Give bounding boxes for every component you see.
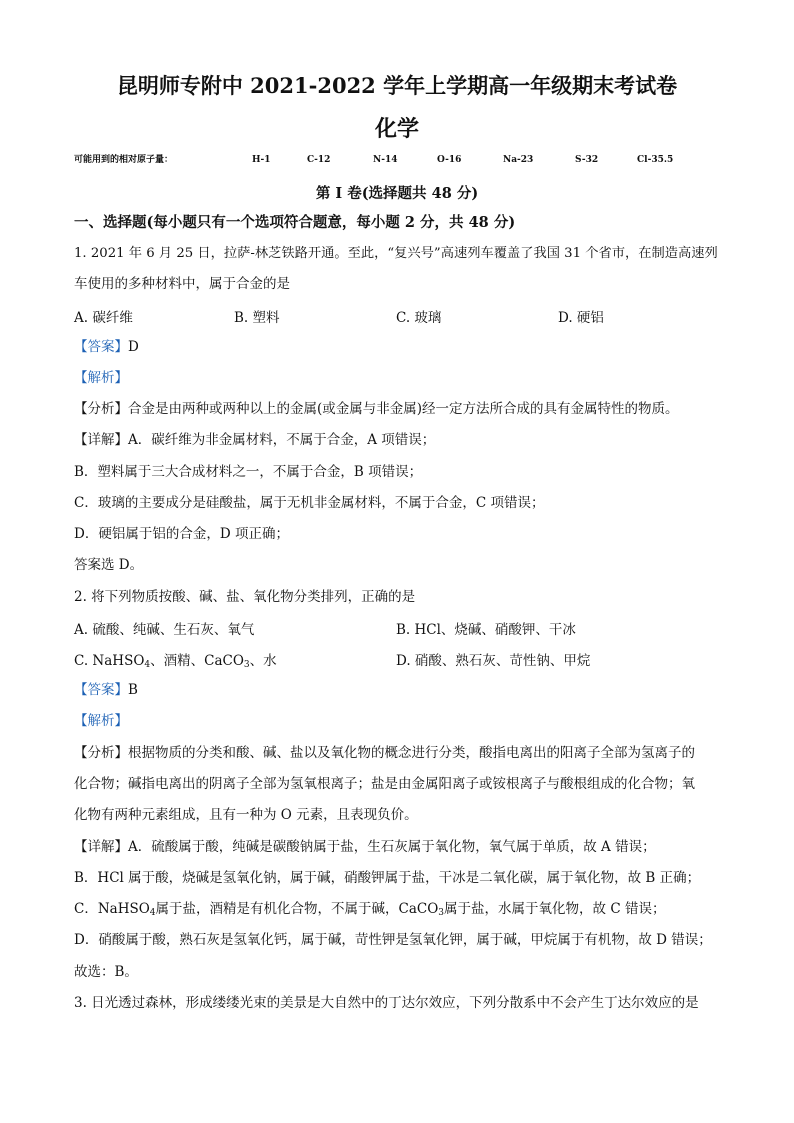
q1-detail-d: D．硬铝属于铝的合金，D 项正确； (74, 526, 289, 542)
q2-option-c-mid: 、酒精、CaCO (150, 653, 244, 669)
q2-detail-c-sub2: 3 (438, 908, 445, 918)
q1-detail-c: C．玻璃的主要成分是硅酸盐，属于无机非金属材料，不属于合金，C 项错误； (74, 495, 545, 511)
q2-option-c-post: 、水 (249, 653, 277, 669)
analysis-tag: 【解析】 (74, 713, 128, 729)
detail-tag: 【详解】 (74, 839, 128, 855)
q2-detail-c-post: 属于盐，水属于氧化物，故 C 错误； (444, 901, 666, 917)
atomic-mass-cl: Cl-35.5 (637, 155, 674, 165)
q1-analysis-tag (74, 368, 128, 388)
q1-detail-a (74, 430, 435, 450)
q2-option-b: B. HCl、烧碱、硝酸钾、干冰 (396, 622, 576, 638)
q2-option-c (74, 649, 277, 670)
section-heading: 一、选择题(每小题只有一个选项符合题意，每小题 2 分，共 48 分) (74, 214, 516, 231)
atomic-mass-h: H-1 (252, 155, 271, 165)
q2-detail-a (74, 837, 656, 857)
q2-detail-c-mid: 属于盐，酒精是有机化合物，不属于碱，CaCO (155, 901, 439, 917)
atomic-mass-s: S-32 (575, 155, 599, 165)
fenxi-tag: 【分析】 (74, 401, 128, 417)
q1-answer-value: D (128, 339, 139, 355)
answer-tag: 【答案】 (74, 682, 128, 698)
q2-option-a: A. 硫酸、纯碱、生石灰、氧气 (74, 622, 255, 638)
detail-tag: 【详解】 (74, 432, 128, 448)
q2-detail-d: D．硝酸属于酸，熟石灰是氢氧化钙，属于碱，苛性钾是氢氧化钾，属于碱，甲烷属于有机物，故 D 错误； (74, 932, 712, 948)
q2-answer (74, 680, 138, 700)
q2-stem: 2. 将下列物质按酸、碱、盐、氧化物分类排列，正确的是 (74, 589, 416, 605)
q1-option-c: C. 玻璃 (396, 310, 442, 326)
volume-heading: 第 I 卷(选择题共 48 分) (315, 185, 479, 202)
q2-fenxi-line2: 化合物；碱指电离出的阴离子全部为氢氧根离子；盐是由金属阳离子或铵根离子与酸根组成的化合物；氧 (74, 776, 695, 792)
atomic-mass-na: Na-23 (503, 155, 534, 165)
q2-fenxi-line1 (74, 743, 695, 763)
q1-option-b: B. 塑料 (234, 310, 280, 326)
q2-option-d: D. 硝酸、熟石灰、苛性钠、甲烷 (396, 653, 591, 669)
q1-option-a: A. 碳纤维 (74, 310, 133, 326)
exam-title: 昆明师专附中 2021-2022 学年上学期高一年级期末考试卷 (116, 73, 678, 98)
q1-option-d: D. 硬铝 (558, 310, 604, 326)
q1-fenxi (74, 399, 679, 419)
fenxi-tag: 【分析】 (74, 745, 128, 761)
q1-stem-line1: 1. 2021 年 6 月 25 日，拉萨-林芝铁路开通。至此，“复兴号”高速列车覆盖了我国 31 个省市，在制造高速列 (74, 246, 718, 261)
atomic-mass-o: O-16 (437, 155, 462, 165)
q1-answer (74, 337, 139, 357)
q1-detail-b: B．塑料属于三大合成材料之一，不属于合金，B 项错误； (74, 464, 423, 480)
subject-title: 化学 (374, 116, 419, 142)
q2-option-c-sub1: 4 (144, 660, 151, 670)
q2-analysis-tag (74, 711, 128, 731)
q2-answer-value: B (128, 682, 138, 698)
atomic-mass-c: C-12 (307, 155, 331, 165)
q2-option-c-pre: C. NaHSO (74, 653, 145, 669)
q2-conclusion: 故选：B。 (74, 964, 138, 980)
q2-fenxi-line3: 化物有两种元素组成，且有一种为 O 元素，且表现负价。 (74, 807, 418, 823)
atomic-mass-n: N-14 (373, 155, 398, 165)
q2-fenxi-text1: 根据物质的分类和酸、碱、盐以及氧化物的概念进行分类，酸指电离出的阳离子全部为氢离子的 (128, 745, 695, 761)
q1-conclusion: 答案选 D。 (74, 557, 144, 573)
q1-stem-line2: 车使用的多种材料中，属于合金的是 (74, 276, 290, 292)
q3-stem: 3. 日光透过森林，形成缕缕光束的美景是大自然中的丁达尔效应，下列分散系中不会产生丁达尔效应的是 (74, 995, 699, 1011)
q2-detail-c-pre: C．NaHSO (74, 901, 150, 917)
q2-detail-c-sub1: 4 (149, 908, 156, 918)
q1-detail-a-text: A．碳纤维为非金属材料，不属于合金，A 项错误； (128, 432, 436, 448)
answer-tag: 【答案】 (74, 339, 128, 355)
q2-detail-b: B．HCl 属于酸，烧碱是氢氧化钠，属于碱，硝酸钾属于盐，干冰是二氧化碳，属于氧化物，故 B 正确； (74, 870, 701, 886)
q2-detail-c (74, 899, 665, 923)
analysis-tag: 【解析】 (74, 370, 128, 386)
q1-fenxi-text: 合金是由两种或两种以上的金属(或金属与非金属)经一定方法所合成的具有金属特性的物质。 (128, 401, 679, 417)
q2-option-c-sub2: 3 (243, 660, 250, 670)
atomic-mass-label: 可能用到的相对原子量： (74, 155, 174, 165)
q2-detail-a-text: A．硫酸属于酸，纯碱是碳酸钠属于盐，生石灰属于氧化物，氧气属于单质，故 A 错误； (128, 839, 656, 855)
